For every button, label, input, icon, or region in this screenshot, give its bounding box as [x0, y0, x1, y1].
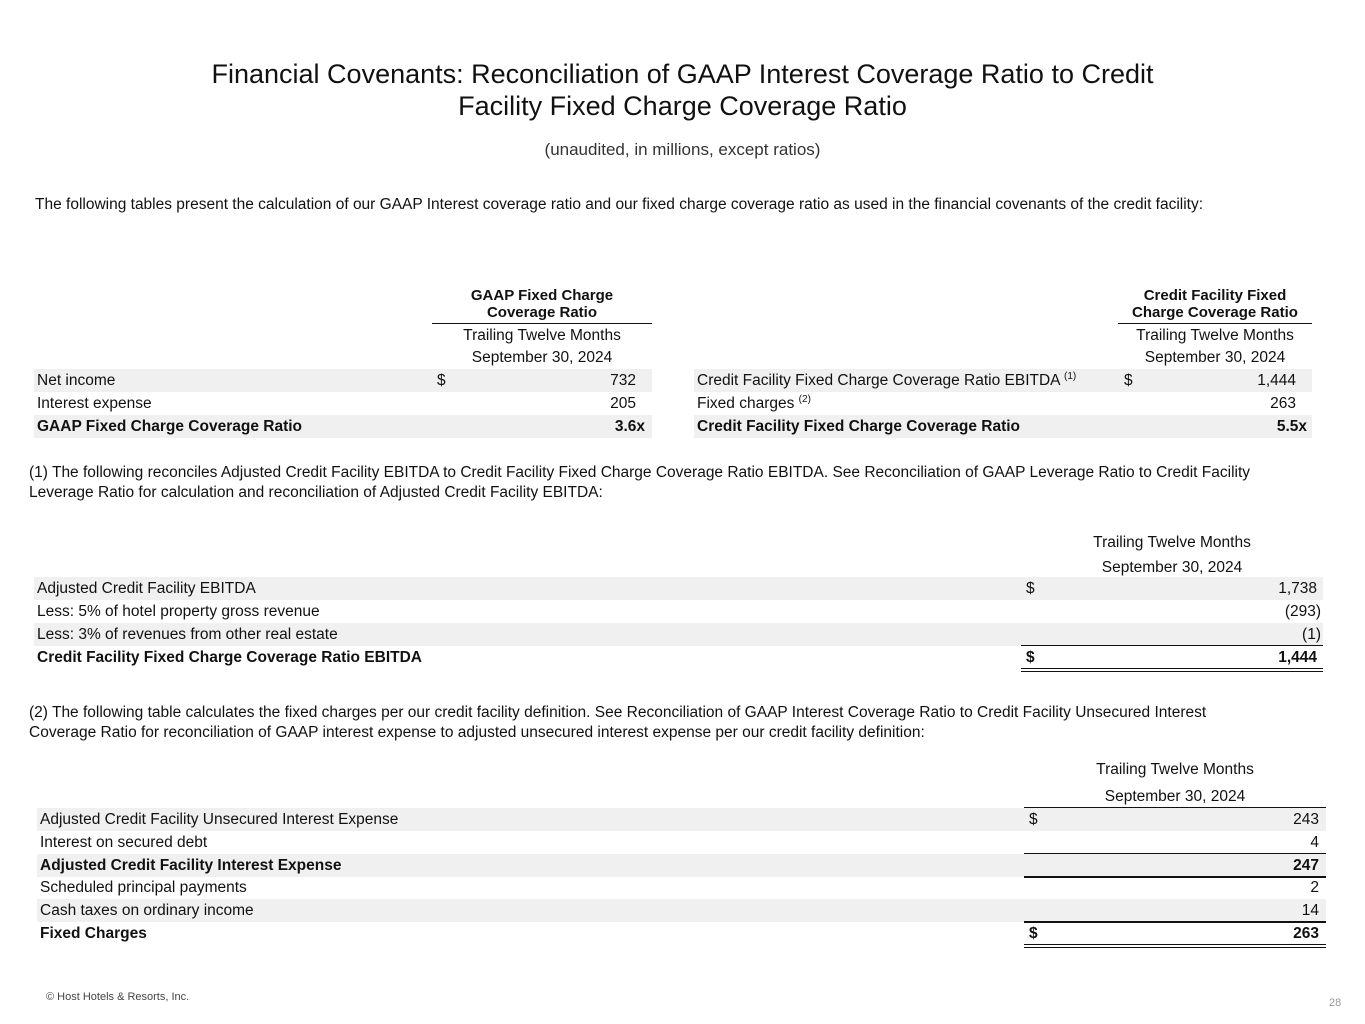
row-label: Credit Facility Fixed Charge Coverage Ratio EBITDA	[37, 648, 423, 666]
row-value: 247	[1293, 856, 1319, 874]
row-label: Interest on secured debt	[40, 833, 208, 851]
table-row	[694, 369, 1312, 392]
row-label-text: Credit Facility Fixed Charge Coverage Ratio EBITDA	[697, 371, 1060, 389]
table-row	[34, 392, 652, 415]
row-dollar: $	[1026, 579, 1035, 597]
intro-text: The following tables present the calculation of our GAAP Interest coverage ratio and our fixed charge coverage ratio as used in the financial covenants of the credit facility:	[35, 196, 1204, 213]
note1-double-rule-b	[1021, 671, 1323, 672]
table-row	[37, 831, 1326, 854]
gaap-header-line2: Coverage Ratio	[486, 304, 598, 321]
row-value: 263	[1270, 394, 1296, 412]
table-row	[34, 577, 1323, 600]
row-value: 205	[610, 394, 636, 412]
table-row-total	[34, 415, 652, 438]
footnote-ref: (2)	[798, 393, 811, 405]
note1-period-line1: Trailing Twelve Months	[1093, 534, 1251, 551]
footnote-1-line2: Leverage Ratio for calculation and reconciliation of Adjusted Credit Facility EBITDA:	[29, 484, 603, 501]
row-label: Net income	[37, 371, 116, 389]
page-subtitle: (unaudited, in millions, except ratios)	[544, 140, 821, 159]
row-value: 243	[1293, 810, 1319, 828]
row-label: Adjusted Credit Facility Unsecured Interest Expense	[40, 810, 399, 828]
row-value: 5.5x	[1276, 417, 1307, 435]
table-row	[34, 600, 1323, 623]
gaap-period	[432, 325, 652, 369]
cf-period-line2: September 30, 2024	[1144, 349, 1286, 366]
row-label: Cash taxes on ordinary income	[40, 901, 254, 919]
note1-double-rule-a	[1021, 668, 1323, 669]
cf-period-line1: Trailing Twelve Months	[1136, 327, 1294, 344]
page-title-line2: Facility Fixed Charge Coverage Ratio	[458, 91, 907, 121]
gaap-period-line2: September 30, 2024	[471, 349, 613, 366]
footnote-1	[29, 463, 1250, 503]
table-row	[34, 369, 652, 392]
table-row	[694, 392, 1312, 415]
page-number: 28	[1329, 997, 1342, 1009]
row-value: 732	[610, 371, 636, 389]
footnote-1-line1: (1) The following reconciles Adjusted Credit Facility EBITDA to Credit Facility Fixed Charge Coverage Ratio EBITDA. See Reconciliation of GAAP Leverage Ratio to Credit Facility	[29, 464, 1251, 481]
row-label	[697, 395, 811, 413]
row-dollar: $	[437, 371, 446, 389]
table-row	[37, 899, 1326, 922]
row-label: GAAP Fixed Charge Coverage Ratio	[37, 417, 303, 435]
row-value: (1)	[1302, 625, 1321, 643]
row-dollar: $	[1026, 648, 1035, 666]
row-label: Less: 3% of revenues from other real estate	[37, 625, 338, 643]
row-value: 263	[1293, 924, 1319, 942]
table-row-total	[37, 922, 1326, 945]
note1-period-line2: September 30, 2024	[1101, 559, 1243, 576]
cf-table-header	[1118, 287, 1312, 321]
cf-header-line2: Charge Coverage Ratio	[1132, 304, 1298, 321]
footnote-2-line2: Coverage Ratio for reconciliation of GAAP interest expense to adjusted unsecured interest expense per our credit facility definition:	[29, 724, 925, 741]
row-label: Scheduled principal payments	[40, 878, 247, 896]
row-value: 14	[1301, 901, 1319, 919]
gaap-header-line1: GAAP Fixed Charge	[470, 287, 614, 304]
row-label: Adjusted Credit Facility EBITDA	[37, 579, 256, 597]
footnote-ref: (1)	[1063, 370, 1077, 382]
row-label-text: Fixed charges	[697, 394, 795, 412]
cf-header-rule	[1118, 323, 1312, 324]
gaap-header-rule	[432, 323, 652, 324]
row-value: 2	[1310, 878, 1319, 896]
footnote-2	[29, 703, 1206, 743]
row-value: 1,738	[1278, 579, 1317, 597]
row-value: (293)	[1284, 602, 1321, 620]
table-row-total	[34, 646, 1323, 669]
table-row	[34, 623, 1323, 646]
cf-header-line1: Credit Facility Fixed	[1143, 287, 1287, 304]
row-label: Credit Facility Fixed Charge Coverage Ratio	[697, 417, 1021, 435]
row-dollar: $	[1124, 371, 1133, 389]
gaap-table-header	[432, 287, 652, 321]
row-value: 4	[1310, 833, 1319, 851]
row-label: Fixed Charges	[40, 924, 147, 942]
page-title	[0, 58, 1365, 122]
row-label: Less: 5% of hotel property gross revenue	[37, 602, 320, 620]
gaap-period-line1: Trailing Twelve Months	[463, 327, 621, 344]
row-dollar: $	[1029, 924, 1038, 942]
row-label: Interest expense	[37, 394, 152, 412]
table-row-subtotal	[37, 854, 1326, 877]
table-row	[37, 808, 1326, 831]
note2-period-line1: Trailing Twelve Months	[1096, 761, 1254, 778]
copyright-footer: © Host Hotels & Resorts, Inc.	[46, 991, 190, 1003]
cf-period	[1118, 325, 1312, 369]
row-value: 1,444	[1257, 371, 1296, 389]
note1-period	[1021, 530, 1323, 580]
table-row	[37, 876, 1326, 899]
note2-period-line2: September 30, 2024	[1104, 788, 1246, 805]
row-value: 3.6x	[614, 417, 645, 435]
page-title-line1: Financial Covenants: Reconciliation of GAAP Interest Coverage Ratio to Credit	[211, 59, 1154, 89]
row-dollar: $	[1029, 810, 1038, 828]
note2-period	[1024, 756, 1326, 810]
note2-double-rule-a	[1024, 944, 1326, 945]
row-value: 1,444	[1278, 648, 1317, 666]
row-label	[697, 372, 1076, 390]
row-label: Adjusted Credit Facility Interest Expense	[40, 856, 342, 874]
table-row-total	[694, 415, 1312, 438]
note2-double-rule-b	[1024, 947, 1326, 948]
footnote-2-line1: (2) The following table calculates the fixed charges per our credit facility definition. See Reconciliation of GAAP Interest Coverage Ratio to Credit Facility Unsecured Interest	[29, 704, 1207, 721]
